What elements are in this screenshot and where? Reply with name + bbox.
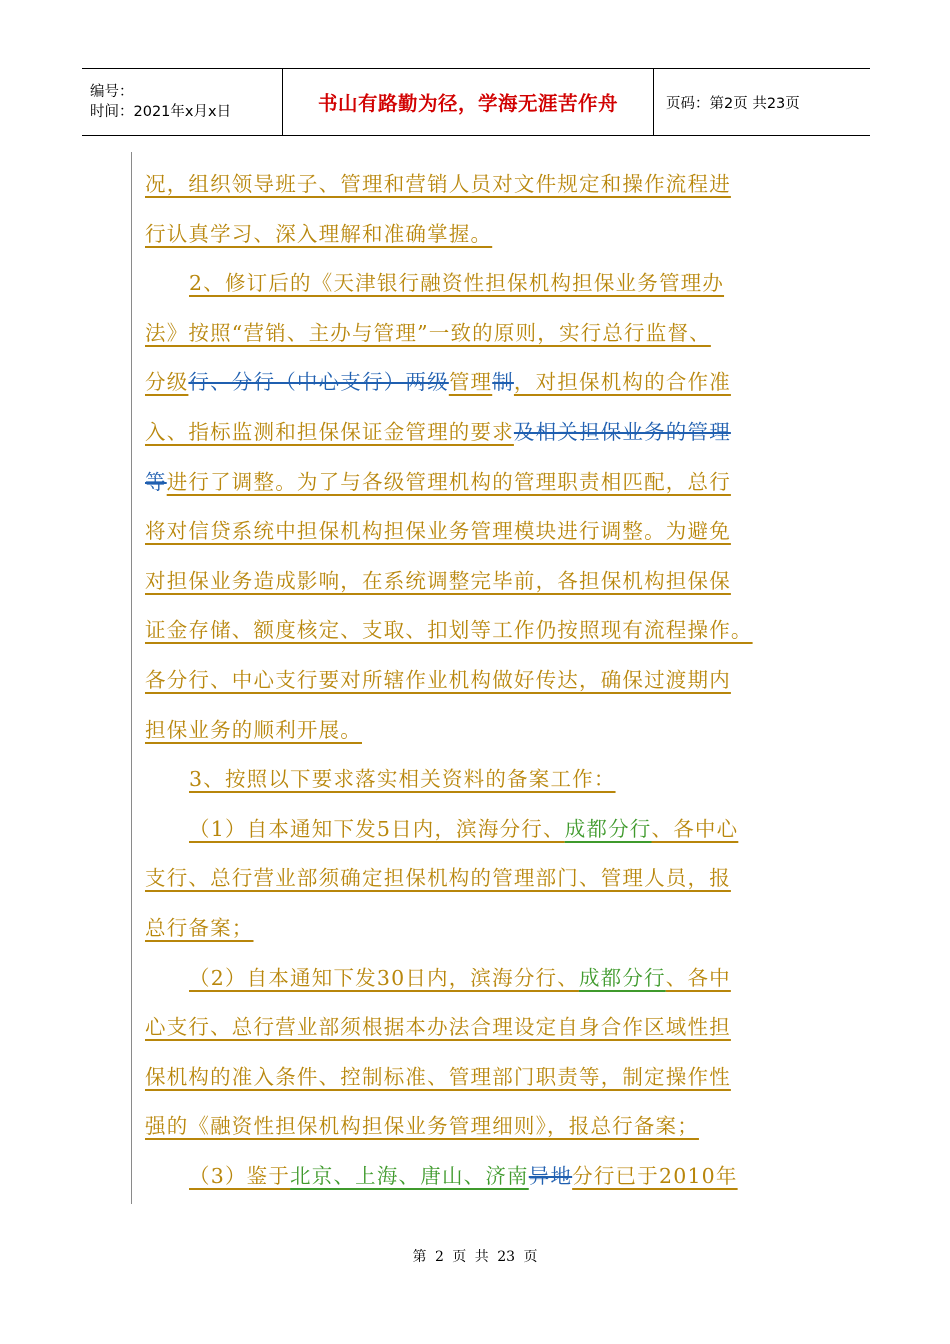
text-line xyxy=(145,160,845,210)
inserted-text: （2）自本通知下发30日内，滨海分行、 xyxy=(189,965,579,990)
inserted-text: 将对信贷系统中担保机构担保业务管理模块进行调整。为避免 xyxy=(145,519,731,544)
revision-margin-rule xyxy=(131,152,132,1204)
inserted-text: 对担保业务造成影响，在系统调整完毕前，各担保机构担保保 xyxy=(145,568,731,593)
inserted-text: 行认真学习、深入理解和准确掌握。 xyxy=(145,221,493,246)
deleted-text: 异地 xyxy=(528,1163,573,1188)
text-line xyxy=(145,1053,845,1103)
text-line xyxy=(145,210,845,260)
inserted-text: 保机构的准入条件、控制标准、管理部门职责等，制定操作性 xyxy=(145,1064,731,1089)
inserted-text: 、各中心 xyxy=(651,816,739,841)
inserted-text: 分级 xyxy=(145,370,189,395)
text-line xyxy=(145,606,845,656)
text-line xyxy=(145,1003,845,1053)
inserted-text: ，对担保机构的合作准 xyxy=(513,370,731,395)
paragraph-3-start xyxy=(145,755,845,805)
text-line xyxy=(145,458,845,508)
text-line xyxy=(145,656,845,706)
page-header xyxy=(82,68,870,136)
inserted-text: （1）自本通知下发5日内，滨海分行、 xyxy=(189,816,565,841)
inserted-text: 强的《融资性担保机构担保业务管理细则》，报总行备案； xyxy=(145,1114,699,1139)
inserted-text: 管理 xyxy=(448,370,493,395)
inserted-text-green: 北京、上海、唐山、济南 xyxy=(290,1163,529,1188)
text-line xyxy=(145,706,845,756)
inserted-text-green: 成都分行 xyxy=(578,965,666,990)
inserted-text: 总行备案； xyxy=(145,915,254,940)
inserted-text: 3、按照以下要求落实相关资料的备案工作： xyxy=(189,767,616,792)
inserted-text: 分行已于2010年 xyxy=(572,1163,738,1188)
inserted-text: （3）鉴于 xyxy=(189,1163,291,1188)
header-page-number: 页码：第2页 共23页 xyxy=(666,95,800,112)
text-line xyxy=(145,557,845,607)
document-date-label: 时间：2021年x月x日 xyxy=(90,104,232,120)
inserted-text: 况，组织领导班子、管理和营销人员对文件规定和操作流程进 xyxy=(145,172,731,196)
paragraph-2-start xyxy=(145,259,845,309)
inserted-text: 担保业务的顺利开展。 xyxy=(145,717,362,742)
item-3-start xyxy=(145,1152,845,1202)
deleted-text: 等 xyxy=(145,469,167,494)
inserted-text: 入、指标监测和担保保证金管理的要求 xyxy=(145,419,514,444)
inserted-text-green: 成都分行 xyxy=(564,816,652,841)
deleted-text: 行、分行（中心支行）两级 xyxy=(188,370,449,395)
header-motto: 书山有路勤为径，学海无涯苦作舟 xyxy=(282,69,654,135)
text-line xyxy=(145,854,845,904)
text-line xyxy=(145,408,845,458)
text-line xyxy=(145,507,845,557)
inserted-text: 法》按照“营销、主办与管理”一致的原则，实行总行监督、 xyxy=(145,320,711,345)
inserted-text: 心支行、总行营业部须根据本办法合理设定自身合作区域性担 xyxy=(145,1015,731,1040)
inserted-text: 支行、总行营业部须确定担保机构的管理部门、管理人员，报 xyxy=(145,866,731,891)
text-line xyxy=(145,1102,845,1152)
header-meta xyxy=(82,69,282,135)
document-body xyxy=(145,160,845,1201)
deleted-text: 制 xyxy=(492,370,514,395)
item-2-start xyxy=(145,954,845,1004)
inserted-text: 2、修订后的《天津银行融资性担保机构担保业务管理办 xyxy=(189,271,725,296)
inserted-text: 、各中 xyxy=(665,965,731,990)
item-1-start xyxy=(145,805,845,855)
inserted-text: 各分行、中心支行要对所辖作业机构做好传达，确保过渡期内 xyxy=(145,667,731,692)
text-line xyxy=(145,358,845,408)
page-footer: 第 2 页 共 23 页 xyxy=(412,1249,538,1265)
deleted-text: 及相关担保业务的管理 xyxy=(513,419,731,444)
document-number-label: 编号： xyxy=(90,84,134,100)
text-line xyxy=(145,904,845,954)
inserted-text: 证金存储、额度核定、支取、扣划等工作仍按照现有流程操作。 xyxy=(145,618,753,643)
text-line xyxy=(145,309,845,359)
inserted-text: 进行了调整。为了与各级管理机构的管理职责相匹配，总行 xyxy=(166,469,731,494)
